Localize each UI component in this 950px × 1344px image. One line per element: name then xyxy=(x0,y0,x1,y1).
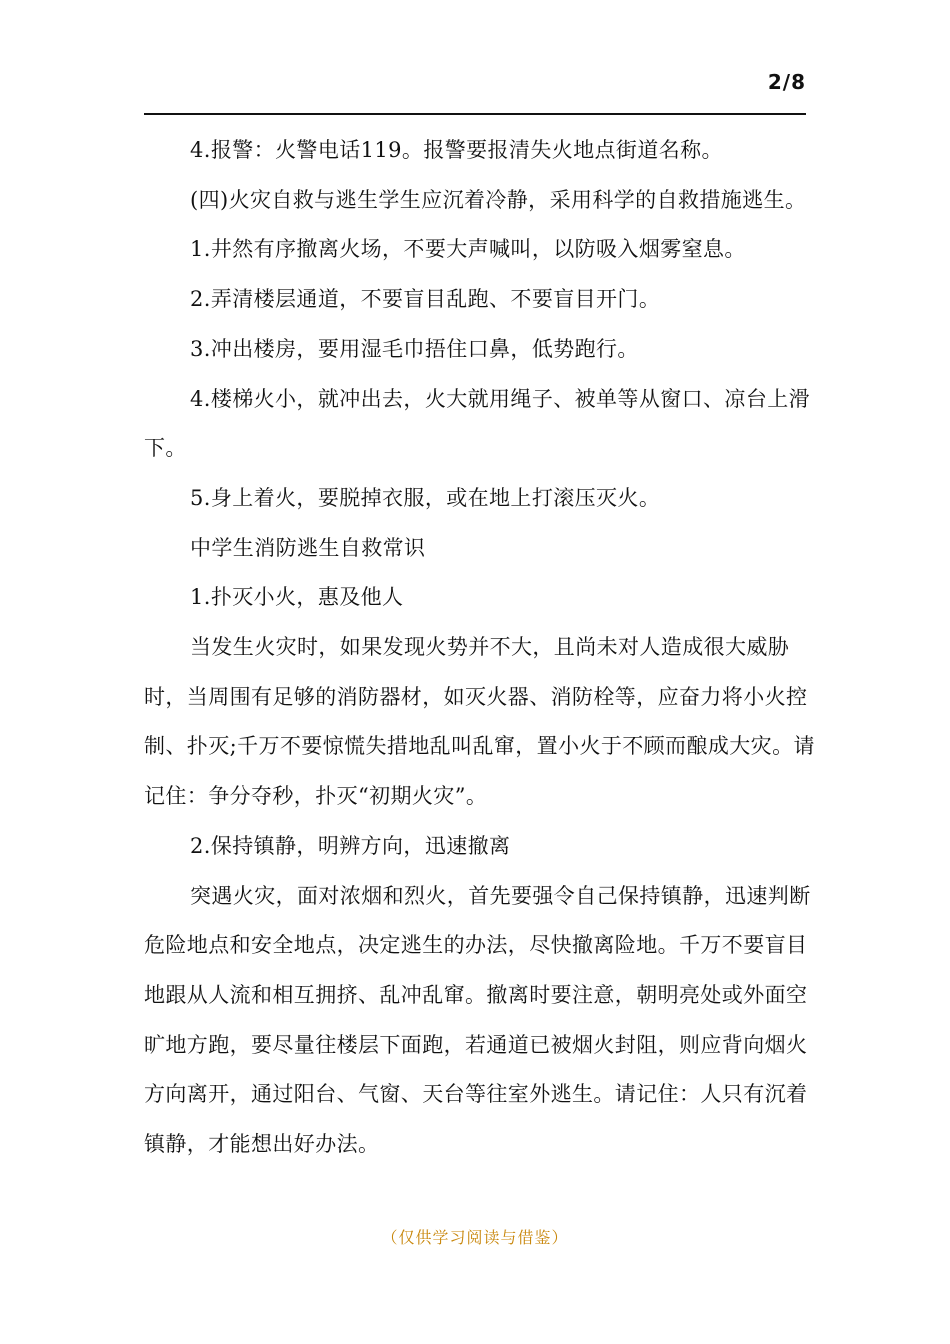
subheading-2: 2.保持镇静，明辨方向，迅速撤离 xyxy=(190,833,511,858)
section-heading: 中学生消防逃生自救常识 xyxy=(190,535,426,560)
paragraph-small-fire: 当发生火灾时，如果发现火势并不大，且尚未对人造成很大威胁时，当周围有足够的消防器材，如灭火器、消防栓等，应奋力将小火控制、扑灭;千万不要惊慌失措地乱叫乱窜，置小火于不顾而酿成大灾。请记住：争分夺秒，扑灭“初期火灾”。 xyxy=(144,635,815,809)
paragraph-self-rescue-intro: (四)火灾自救与逃生学生应沉着冷静，采用科学的自救措施逃生。 xyxy=(190,187,807,212)
paragraph-step-2: 2.弄清楼层通道，不要盲目乱跑、不要盲目开门。 xyxy=(190,287,661,312)
paragraph-step-1: 1.井然有序撤离火场，不要大声喊叫，以防吸入烟雾窒息。 xyxy=(190,237,746,262)
paragraph-evacuate: 突遇火灾，面对浓烟和烈火，首先要强令自己保持镇静，迅速判断危险地点和安全地点，决定逃生的办法，尽快撤离险地。千万不要盲目地跟从人流和相互拥挤、乱冲乱窜。撤离时要注意，朝明亮处或外面空旷地方跑，要尽量往楼层下面跑，若通道已被烟火封阻，则应背向烟火方向离开，通过阳台、气窗、天台等往室外逃生。请记住：人只有沉着镇静，才能想出好办法。 xyxy=(144,883,811,1157)
footer-note: （仅供学习阅读与借鉴） xyxy=(381,1228,569,1247)
paragraph-step-4: 4.楼梯火小，就冲出去，火大就用绳子、被单等从窗口、凉台上滑下。 xyxy=(144,386,811,461)
paragraph-step-3: 3.冲出楼房，要用湿毛巾捂住口鼻，低势跑行。 xyxy=(190,336,639,361)
header-divider xyxy=(144,113,806,115)
subheading-1: 1.扑灭小火，惠及他人 xyxy=(190,585,404,610)
paragraph-step-5: 5.身上着火，要脱掉衣服，或在地上打滚压灭火。 xyxy=(190,485,661,510)
document-body xyxy=(144,126,824,1170)
paragraph-report-fire: 4.报警：火警电话119。报警要报清失火地点街道名称。 xyxy=(190,138,723,162)
page-number: 2/8 xyxy=(767,70,806,94)
